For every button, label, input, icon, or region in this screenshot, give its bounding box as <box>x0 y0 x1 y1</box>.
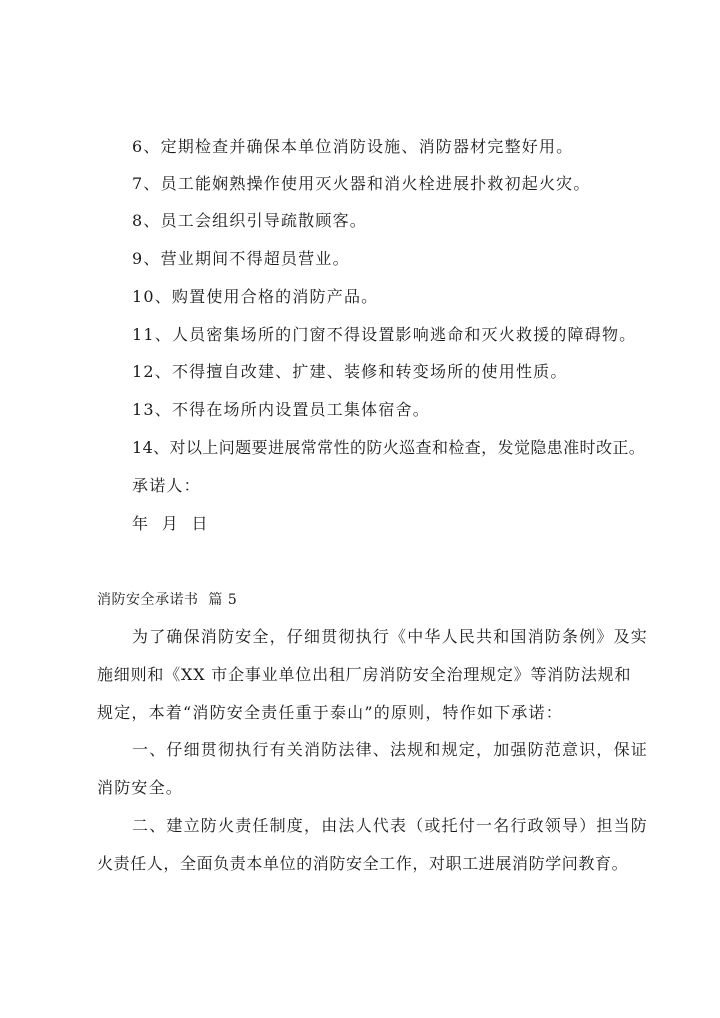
list-item-9: 9、营业期间不得超员营业。 <box>132 249 350 268</box>
list-item-11: 11、人员密集场所的门窗不得设置影响逃命和灭火救援的障碍物。 <box>132 325 637 344</box>
intro-line-1: 为了确保消防安全，仔细贯彻执行《中华人民共和国消防条例》及实 <box>132 627 649 646</box>
list-item-10: 10、购置使用合格的消防产品。 <box>132 287 379 306</box>
point-1-line-2: 消防安全。 <box>97 778 184 797</box>
point-2-line-1: 二、建立防火责任制度，由法人代表（或托付一名行政领导）担当防 <box>132 816 649 835</box>
point-2-line-2: 火责任人，全面负责本单位的消防安全工作，对职工进展消防学问教育。 <box>97 854 629 873</box>
list-item-12: 12、不得擅自改建、扩建、装修和转变场所的使用性质。 <box>132 362 568 381</box>
promisor-label: 承诺人： <box>132 476 201 495</box>
list-item-7: 7、员工能娴熟操作使用灭火器和消火栓进展扑救初起火灾。 <box>132 174 591 193</box>
list-item-14: 14、对以上问题要进展常常性的防火巡查和检查，发觉隐患准时改正。 <box>132 438 646 457</box>
intro-line-3: 规定，本着“消防安全责任重于泰山”的原则，特作如下承诺： <box>97 703 563 722</box>
list-item-6: 6、定期检查并确保本单位消防设施、消防器材完整好用。 <box>132 137 574 156</box>
section-title: 消防安全承诺书 篇 5 <box>97 592 238 608</box>
list-item-8: 8、员工会组织引导疏散顾客。 <box>132 211 367 230</box>
intro-line-2: 施细则和《XX 市企事业单位出租厂房消防安全治理规定》等消防法规和 <box>97 665 632 684</box>
point-1-line-1: 一、仔细贯彻执行有关消防法律、法规和规定，加强防范意识，保证 <box>132 740 649 759</box>
list-item-13: 13、不得在场所内设置员工集体宿舍。 <box>132 400 430 419</box>
date-label: 年 月 日 <box>132 514 209 533</box>
